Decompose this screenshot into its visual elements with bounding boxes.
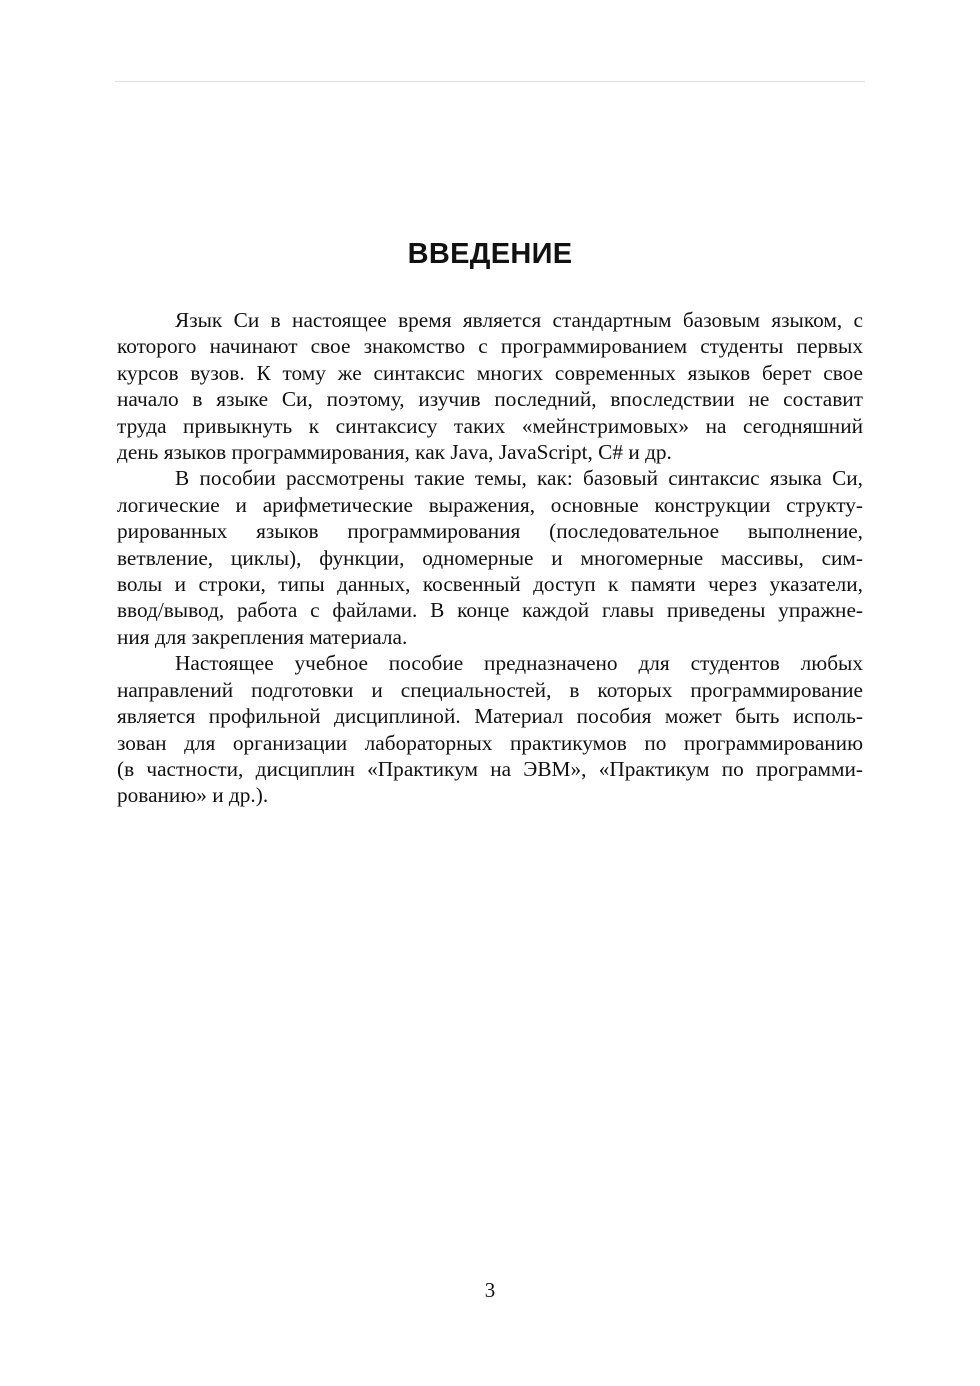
text-line: направлений подготовки и специальностей, в которых программирование [117,677,863,702]
text-line: является профильной дисциплиной. Материал пособия может быть исполь- [117,704,863,729]
text-line: логические и арифметические выражения, основные конструкции структу- [117,492,863,517]
page-title: ВВЕДЕНИЕ [407,238,573,270]
paragraph-1 [117,307,863,465]
paragraph-3 [117,650,863,808]
text-line: начало в языке Си, поэтому, изучив последний, впоследствии не составит [117,387,863,412]
paragraph-2 [117,465,863,650]
text-line: рованию» и др.). [117,783,269,808]
text-line: день языков программирования, как Java, JavaScript, C# и др. [117,440,672,465]
text-line: ния для закрепления материала. [117,624,408,649]
text-line: ввод/вывод, работа с файлами. В конце каждой главы приведены упражне- [117,598,863,623]
text-line: Настоящее учебное пособие предназначено для студентов любых [175,651,863,676]
text-line: зован для организации лабораторных практикумов по программированию [117,730,863,755]
text-line: ветвление, циклы), функции, одномерные и многомерные массивы, сим- [117,545,863,570]
text-line: волы и строки, типы данных, косвенный доступ к памяти через указатели, [117,572,863,597]
text-line: (в частности, дисциплин «Практикум на ЭВМ», «Практикум по программи- [117,756,863,781]
text-line: которого начинают свое знакомство с программированием студенты первых [117,334,863,359]
text-line: В пособии рассмотрены такие темы, как: базовый синтаксис языка Си, [175,466,863,491]
body-text [117,307,863,809]
text-line: труда привыкнуть к синтаксису таких «мейнстримовых» на сегодняшний [117,413,863,438]
text-line: курсов вузов. К тому же синтаксис многих современных языков берет свое [117,360,863,385]
page-number: 3 [484,1278,496,1302]
text-line: Язык Си в настоящее время является стандартным базовым языком, с [175,308,863,332]
header-rule [115,81,865,82]
text-line: рированных языков программирования (последовательное выполнение, [117,519,863,544]
